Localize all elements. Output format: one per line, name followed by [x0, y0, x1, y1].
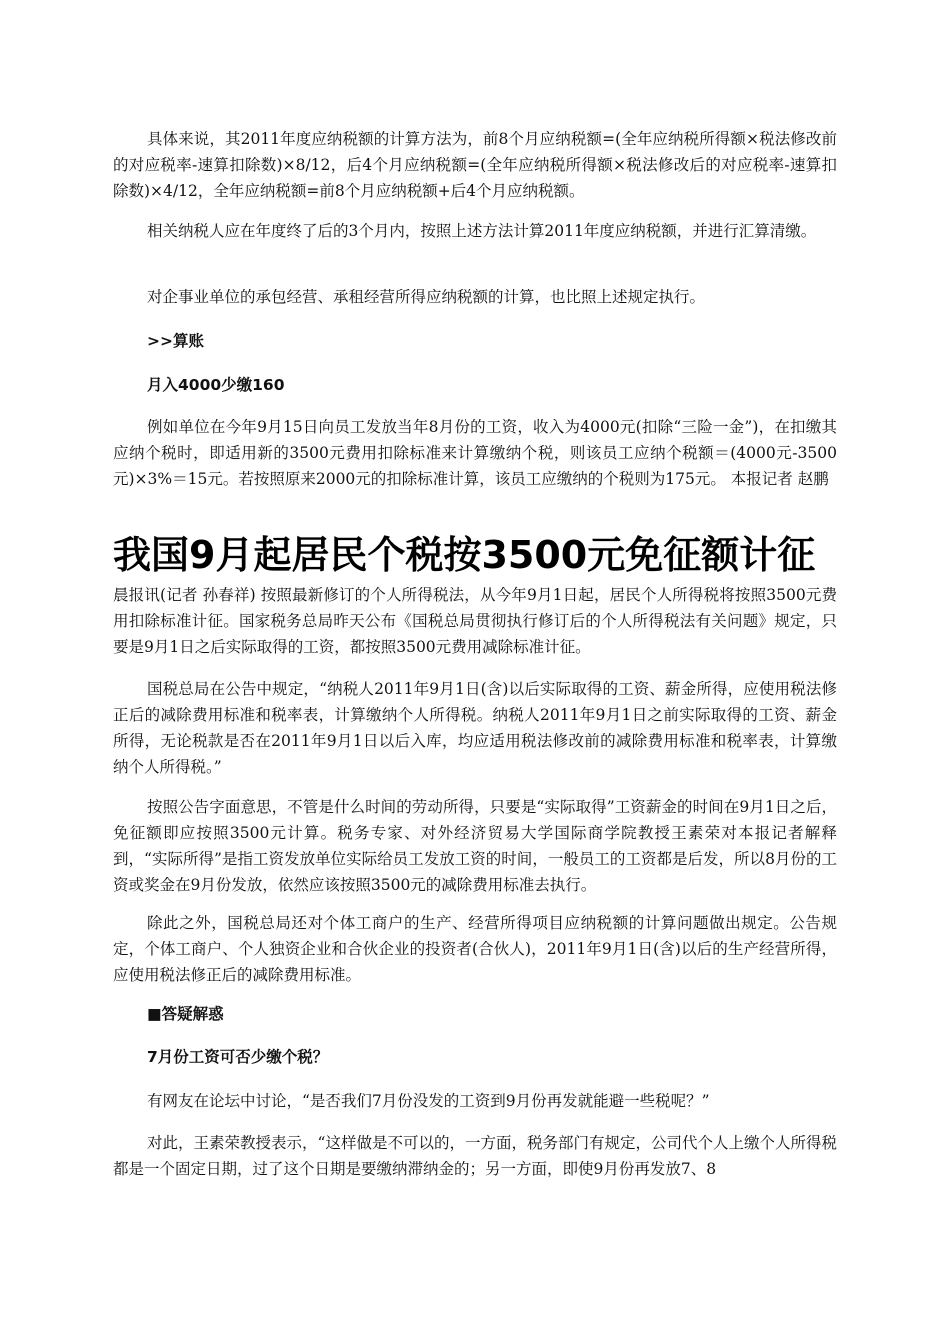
article1-paragraph-2: 相关纳税人应在年度终了后的3个月内，按照上述方法计算2011年度应纳税额，并进行汇算清缴。	[147, 222, 817, 240]
article2-headline: 我国9月起居民个税按3500元免征额计征	[113, 533, 816, 577]
article2-paragraph-3: 按照公告字面意思，不管是什么时间的劳动所得，只要是“实际取得”工资薪金的时间在9月1日之后，免征额即应按照3500元计算。税务专家、对外经济贸易大学国际商学院教授王素荣对本报记者解释到，“实际所得”是指工资发放单位实际给员工发放工资的时间，一般员工的工资都是后发，所以8月份的工资或奖金在9月份发放，依然应该按照3500元的减除费用标准去执行。	[113, 798, 837, 894]
subheading-monthly-income: 月入4000少缴160	[147, 376, 285, 394]
qa-paragraph-2: 对此，王素荣教授表示，“这样做是不可以的，一方面，税务部门有规定，公司代个人上缴个人所得税都是一个固定日期，过了这个日期是要缴纳滞纳金的；另一方面，即使9月份再发放7、8	[113, 1134, 837, 1178]
article2-lead-paragraph: 晨报讯(记者 孙春祥) 按照最新修订的个人所得税法，从今年9月1日起，居民个人所得税将按照3500元费用扣除标准计征。国家税务总局昨天公布《国税总局贯彻执行修订后的个人所得税法有关问题》规定，只要是9月1日之后实际取得的工资，都按照3500元费用减除标准计征。	[113, 586, 837, 656]
article2-paragraph-2: 国税总局在公告中规定，“纳税人2011年9月1日(含)以后实际取得的工资、薪金所得，应使用税法修正后的减除费用标准和税率表，计算缴纳个人所得税。纳税人2011年9月1日之前实际取得的工资、薪金所得，无论税款是否在2011年9月1日以后入库，均应适用税法修改前的减除费用标准和税率表，计算缴纳个人所得税。”	[113, 680, 837, 776]
article1-paragraph-1: 具体来说，其2011年度应纳税额的计算方法为，前8个月应纳税额=(全年应纳税所得额×税法修改前的对应税率-速算扣除数)×8/12，后4个月应纳税额=(全年应纳税所得额×税法修改后的对应税率-速算扣除数)×4/12，全年应纳税额=前8个月应纳税额+后4个月应纳税额。	[113, 130, 837, 200]
article2-paragraph-4: 除此之外，国税总局还对个体工商户的生产、经营所得项目应纳税额的计算问题做出规定。公告规定，个体工商户、个人独资企业和合伙企业的投资者(合伙人)，2011年9月1日(含)以后的生产经营所得，应使用税法修正后的减除费用标准。	[113, 914, 837, 984]
qa-paragraph-1: 有网友在论坛中讨论，“是否我们7月份没发的工资到9月份再发就能避一些税呢？”	[147, 1092, 710, 1110]
qa-question-heading: 7月份工资可否少缴个税？	[147, 1048, 329, 1066]
section-label-accounting: >>算账	[147, 332, 204, 350]
section-label-qa: ■答疑解惑	[147, 1005, 224, 1023]
article1-paragraph-3: 对企事业单位的承包经营、承租经营所得应纳税额的计算，也比照上述规定执行。	[147, 288, 706, 306]
article1-example-paragraph: 例如单位在今年9月15日向员工发放当年8月份的工资，收入为4000元(扣除“三险一金”)，在扣缴其应纳个税时，即适用新的3500元费用扣除标准来计算缴纳个税，则该员工应纳个税额＝(4000元-3500元)×3%＝15元。若按照原来2000元的扣除标准计算，该员工应缴纳的个税则为175元。 本报记者 赵鹏	[113, 418, 837, 488]
